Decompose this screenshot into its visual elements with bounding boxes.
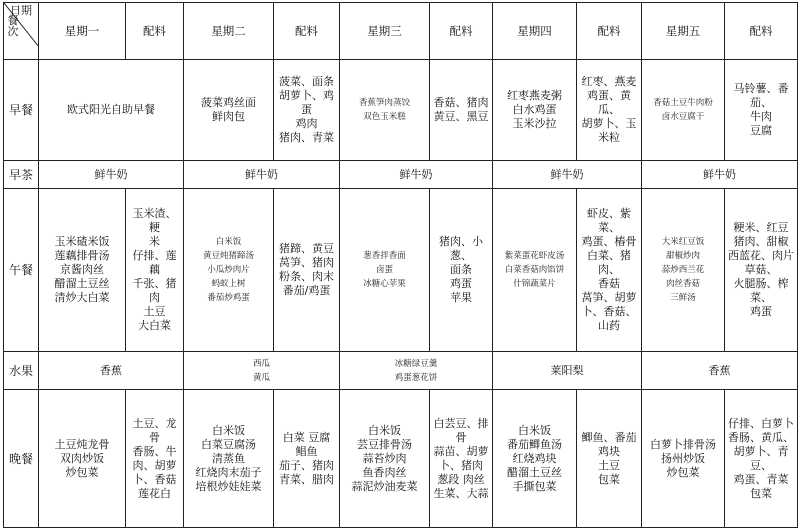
breakfast-wednesday-ingredients: 香菇、猪肉 黄豆、黑豆	[430, 60, 493, 161]
fruit-row	[4, 352, 798, 390]
dinner-thursday-ingredients: 鲫鱼、番茄 鸡块 土豆 包菜	[577, 390, 642, 528]
breakfast-friday-dish: 香菇土豆牛肉粉 卤水豆腐干	[642, 60, 725, 161]
lunch-row	[4, 189, 798, 352]
lunch-thursday-dish: 紫菜蛋花虾皮汤 白菜香菇肉馅饼 什锦蔬菜片	[493, 189, 577, 352]
breakfast-wednesday-dish: 香蕉笋肉蒸饺 双色玉米糕	[340, 60, 430, 161]
dinner-label: 晚餐	[4, 390, 39, 528]
header-ingredients-tue: 配料	[274, 3, 340, 60]
morning-tea-wednesday: 鲜牛奶	[340, 161, 493, 189]
breakfast-tuesday-dish: 菠菜鸡丝面 鲜肉包	[184, 60, 274, 161]
dinner-friday-ingredients: 仔排、白萝卜 香肠、黄瓜、 胡萝卜、青豆、 鸡蛋、青菜 包菜	[725, 390, 798, 528]
header-ingredients-wed: 配料	[430, 3, 493, 60]
breakfast-thursday-ingredients: 红枣、燕麦 鸡蛋、黄瓜、 胡萝卜、玉 米粒	[577, 60, 642, 161]
dinner-wednesday-dish: 白米饭 芸豆排骨汤 蒜苔炒肉 鱼香肉丝 蒜泥炒油麦菜	[340, 390, 430, 528]
breakfast-label: 早餐	[4, 60, 39, 161]
dinner-wednesday-ingredients: 白芸豆、排 骨 蒜苗、胡萝 卜、猪肉 葱段 肉丝 生菜、大蒜	[430, 390, 493, 528]
lunch-monday-dish: 玉米碴米饭 莲藕排骨汤 京酱肉丝 醋溜土豆丝 清炒大白菜	[39, 189, 126, 352]
dinner-thursday-dish: 白米饭 番茄鲫鱼汤 红烧鸡块 醋溜土豆丝 手撕包菜	[493, 390, 577, 528]
header-wednesday: 星期三	[340, 3, 430, 60]
header-ingredients-fri: 配料	[725, 3, 798, 60]
header-friday: 星期五	[642, 3, 725, 60]
morning-tea-friday: 鲜牛奶	[642, 161, 798, 189]
header-ingredients-mon: 配料	[126, 3, 184, 60]
morning-tea-label: 早茶	[4, 161, 39, 189]
breakfast-monday: 欧式阳光自助早餐	[39, 60, 184, 161]
fruit-label: 水果	[4, 352, 39, 390]
dinner-tuesday-ingredients: 白菜 豆腐 鲳鱼 茄子、猪肉 青菜、腊肉	[274, 390, 340, 528]
morning-tea-monday: 鲜牛奶	[39, 161, 184, 189]
fruit-thursday: 莱阳梨	[493, 352, 642, 390]
corner-header-cell	[4, 3, 39, 60]
fruit-friday: 香蕉	[642, 352, 798, 390]
breakfast-row	[4, 60, 798, 161]
fruit-tuesday: 西瓜 黄瓜	[184, 352, 340, 390]
lunch-thursday-ingredients: 虾皮、紫菜、 鸡蛋、樁骨 白菜、猪肉、 香菇 莴笋、胡萝 卜、香菇、 山药	[577, 189, 642, 352]
dinner-monday-dish: 土豆炖龙骨 双肉炒饭 炒包菜	[39, 390, 126, 528]
header-tuesday: 星期二	[184, 3, 274, 60]
fruit-wednesday: 冰糖绿豆羹 鸡蛋葱花饼	[340, 352, 493, 390]
dinner-row	[4, 390, 798, 528]
dinner-friday-dish: 白萝卜排骨汤 扬州炒饭 炒包菜	[642, 390, 725, 528]
breakfast-thursday-dish: 红枣燕麦粥 白水鸡蛋 玉米沙拉	[493, 60, 577, 161]
corner-meal-label: 餐次	[7, 14, 19, 38]
lunch-friday-ingredients: 粳米、红豆 猪肉、甜椒 西蓝花、肉片 草菇、 火腿肠、榨菜、 鸡蛋	[725, 189, 798, 352]
header-ingredients-thu: 配料	[577, 3, 642, 60]
lunch-wednesday-dish: 葱香拌香面 卤蛋 冰糖心苹果	[340, 189, 430, 352]
dinner-monday-ingredients: 土豆、龙骨 香肠、牛 肉、胡萝 卜、香菇 莲花白	[126, 390, 184, 528]
breakfast-tuesday-ingredients: 菠菜、面条 胡萝卜、鸡蛋 鸡肉 猪肉、青菜	[274, 60, 340, 161]
weekly-menu-table	[3, 2, 798, 528]
fruit-monday: 香蕉	[39, 352, 184, 390]
breakfast-friday-ingredients: 马铃薯、番茄、 牛肉 豆腐	[725, 60, 798, 161]
lunch-wednesday-ingredients: 猪肉、小葱、 面条 鸡蛋 苹果	[430, 189, 493, 352]
lunch-tuesday-dish: 白米饭 黄豆炖猪蹄汤 小瓜炒肉片 蚂蚁上树 番茄炒鸡蛋	[184, 189, 274, 352]
morning-tea-tuesday: 鲜牛奶	[184, 161, 340, 189]
lunch-friday-dish: 大米红豆饭 甜椒炒肉 蒜炒西兰花 肉丝香菇 三鲜汤	[642, 189, 725, 352]
corner-day-label: 日期	[10, 4, 32, 17]
header-monday: 星期一	[39, 3, 126, 60]
morning-tea-row	[4, 161, 798, 189]
dinner-tuesday-dish: 白米饭 白菜豆腐汤 清蒸鱼 红烧肉末茄子 培根炒娃娃菜	[184, 390, 274, 528]
header-thursday: 星期四	[493, 3, 577, 60]
header-row	[4, 3, 798, 60]
morning-tea-thursday: 鲜牛奶	[493, 161, 642, 189]
lunch-monday-ingredients: 玉米渣、粳 米 仔排、莲藕 千张、猪肉 土豆 大白菜	[126, 189, 184, 352]
lunch-label: 午餐	[4, 189, 39, 352]
lunch-tuesday-ingredients: 猪蹄、黄豆 莴笋、猪肉 粉条、肉末 番茄/鸡蛋	[274, 189, 340, 352]
